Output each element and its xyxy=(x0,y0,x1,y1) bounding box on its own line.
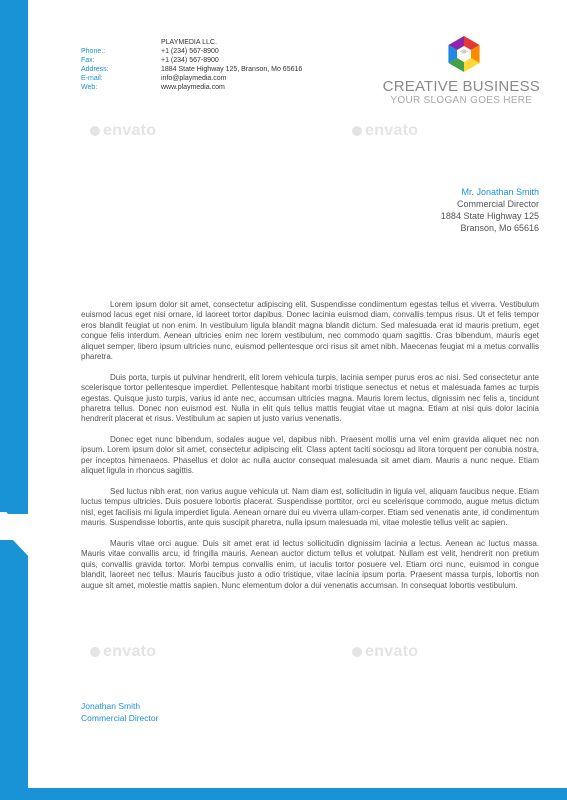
letter-body xyxy=(81,300,539,601)
left-blue-band-lower xyxy=(0,540,28,800)
signature-title: Commercial Director xyxy=(81,713,159,723)
signature-name: Jonathan Smith xyxy=(81,701,141,711)
contact-value: 1884 State Highway 125, Branson, Mo 65616 xyxy=(161,66,303,73)
body-paragraph: Duis porta, turpis ut pulvinar hendrerit, elit lorem vehicula turpis, lacinia semper purus eros ac nisi. Sed consectetur ante scelerisque tortor pellentesque imperdiet. Pellentesque habitant morbi tristique senectus et netus et malesuada fames ac turpis egestas. Quisque justo turpis, varius id ante nec, accumsan ultricies magna. Mauris lorem lectus, dignissim nec felis a, tincidunt pharetra tellus. Donec non euismod est. Nulla in elit quis tellus mattis feugiat vitae ut magna. Etiam at nisi quis dolor lacinia hendrerit placerat et risus. Vestibulum ac sapien ut justo varius venenatis. xyxy=(81,372,539,424)
watermark: envato xyxy=(352,643,418,661)
recipient-name: Mr. Jonathan Smith xyxy=(461,187,539,197)
contact-row-email xyxy=(81,74,302,83)
brand-slogan: YOUR SLOGAN GOES HERE xyxy=(390,95,533,106)
watermark-leaf-icon xyxy=(352,647,362,657)
contact-row-web xyxy=(81,83,302,92)
hexagon-logo-icon xyxy=(446,33,482,73)
watermark-leaf-icon xyxy=(90,126,100,136)
watermark-leaf-icon xyxy=(90,647,100,657)
bottom-blue-bar xyxy=(0,788,567,800)
body-paragraph: Donec eget nunc bibendum, sodales augue vel, dapibus nibh. Praesent mollis urna vel enim gravida aliquet nec non ipsum. Lorem ipsum dolor sit amet, consectetur adipiscing elit. Class aptent taciti sociosqu ad litora torquent per conubia nostra, per inceptos himenaeos. Phasellus et dolor ac nulla auctor consequat malesuada sit amet diam. Mauris a nunc neque. Etiam aliquet ligula in rhoncus sagittis. xyxy=(81,435,539,476)
company-name-row xyxy=(81,38,302,47)
contact-label: Web: xyxy=(81,84,98,91)
watermark: envato xyxy=(90,122,156,140)
watermark-leaf-icon xyxy=(352,126,362,136)
left-blue-band xyxy=(0,0,28,514)
contact-label: Address: xyxy=(81,66,109,73)
recipient-address-line2: Branson, Mo 65616 xyxy=(460,223,539,233)
company-name: PLAYMEDIA LLC. xyxy=(161,39,217,46)
brand-block xyxy=(383,78,540,107)
contact-row-fax xyxy=(81,56,302,65)
recipient-block xyxy=(441,186,539,234)
body-paragraph: Sed luctus nibh erat, non varius augue vehicula ut. Nam diam est, sollicitudin in ligula vel, aliquam faucibus neque. Etiam luctus tempus ultricies. Duis posuere lobortis placerat. Suspendisse porttitor, orci eu scelerisque commodo, augue metus dictum nisl, eget facilisis mi ligula imperdiet ligula. Aenean ornare dui eu viverra ullam-corper. Etiam sed venenatis ante, id condimentum mauris. Suspendisse lobortis, ante quis suscipit pharetra, nulla ipsum malesuada mi, vitae molestie tellus velit ac sapien. xyxy=(81,486,539,528)
watermark: envato xyxy=(352,122,418,140)
brand-name: CREATIVE BUSINESS xyxy=(382,78,540,95)
contact-value: +1 (234) 567-8900 xyxy=(161,57,219,64)
contact-row-phone xyxy=(81,47,302,56)
contact-label: E-mail: xyxy=(81,75,103,82)
contact-value: info@playmedia.com xyxy=(161,75,227,82)
contact-value: +1 (234) 567-8900 xyxy=(161,48,219,55)
contact-label: Phone.: xyxy=(81,48,106,55)
watermark: envato xyxy=(90,643,156,661)
contact-value: www.playmedia.com xyxy=(161,84,225,91)
contact-row-address xyxy=(81,65,302,74)
body-paragraph: Mauris vitae orci augue. Duis sit amet erat id lectus sollicitudin dignissim lacinia a lectus. Aenean ac luctus massa. Mauris vitae convallis arcu, id fringilla mauris. Aenean auctor dictum tellus et volutpat. Nullam est velit, hendrerit non pretium quis, convallis gravida tortor. Morbi tempus convallis enim, ut iaculis tortor posuere vel. Etiam orci nunc, euismod in congue blandit, laoreet nec tellus. Mauris faucibus justo a odio tristique, vitae lacinia ipsum porta. Praesent massa turpis, lobortis non augue sit amet, molestie mattis sapien. Nunc elementum dolor a dui venenatis accumsan. In consequat lobortis vestibulum. xyxy=(81,538,539,590)
recipient-title: Commercial Director xyxy=(456,199,539,209)
contact-block xyxy=(81,38,302,92)
recipient-address-line1: 1884 State Highway 125 xyxy=(440,211,539,221)
body-paragraph: Lorem ipsum dolor sit amet, consectetur adipiscing elit. Suspendisse condimentum egestas tellus et viverra. Vestibulum euismod lacus eget nisi ornare, id laoreet tortor dapibus. Donec lacinia euismod diam, convallis tempus risus. Ut et felis tempor eros blandit feugiat ut non enim. In vestibulum ligula blandit magna blandit dictum. Sed malesuada erat id mauris pretium, eget congue felis interdum. Aenean ultricies enim nec lorem vestibulum, nec commodo quam sagittis. Cras bibendum, mauris eget aliquet semper, libero ipsum ultricies nunc, euismod pellentesque orci risus sit amet nibh. Maecenas feugiat mi a metus convallis pharetra. xyxy=(81,300,539,362)
signature-block xyxy=(81,700,158,724)
contact-label: Fax: xyxy=(81,57,95,64)
